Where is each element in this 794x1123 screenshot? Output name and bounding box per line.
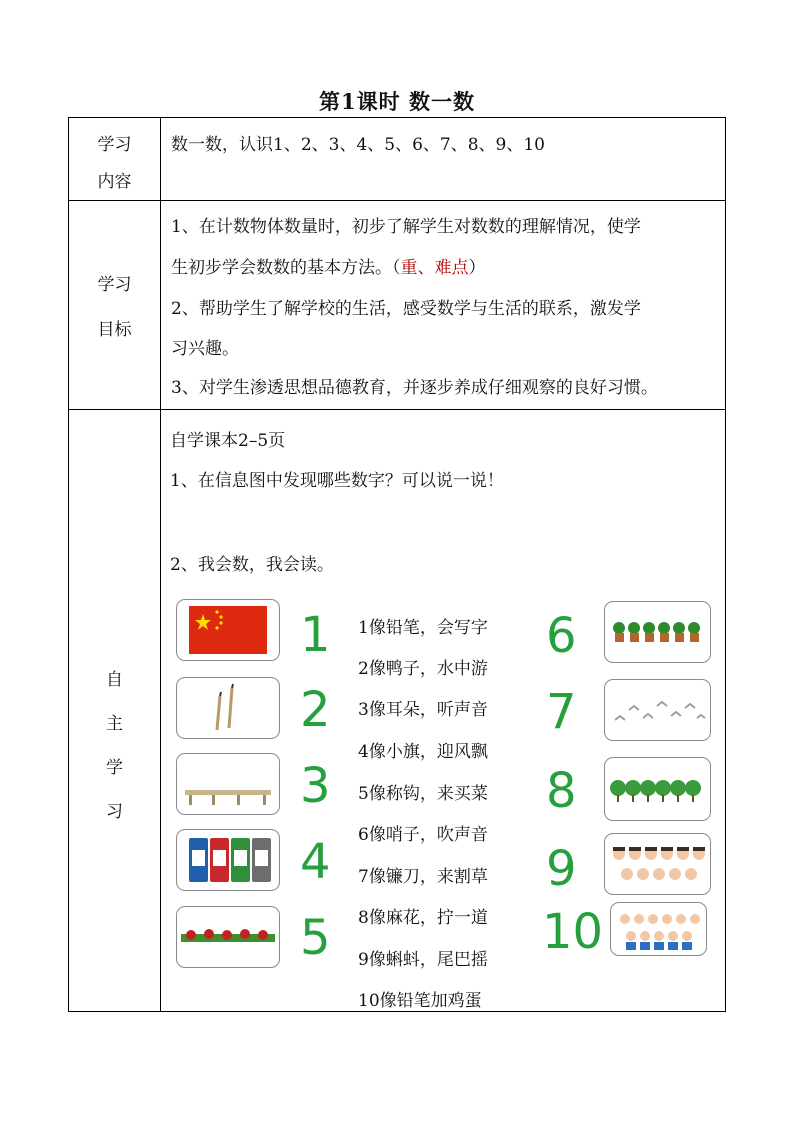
card-potted-plants [604, 601, 711, 663]
row-goals [69, 201, 726, 410]
card-pencils [176, 677, 280, 739]
trash-bins-icon [177, 830, 279, 890]
heading-self-study [69, 410, 161, 1012]
heading-goals-line-2: 目标 [97, 320, 132, 340]
goal-line-3: 2、帮助学生了解学校的生活，感受数学与生活的联系，激发学 [171, 299, 641, 319]
goal-line-2 [171, 253, 486, 278]
rhyme-10: 10像铅笔加鸡蛋 [358, 991, 482, 1011]
rhyme-5: 5像称钩，来买菜 [358, 784, 488, 804]
content-text: 数一数，认识1、2、3、4、5、6、7、8、9、10 [171, 135, 545, 155]
heading-goals-line-1: 学习 [97, 275, 132, 295]
question-1: 1、在信息图中发现哪些数字？可以说一说！ [170, 471, 504, 491]
digit-1: 1 [300, 607, 331, 663]
flag-icon [177, 600, 279, 660]
card-children [604, 833, 711, 895]
digit-7: 7 [546, 684, 577, 740]
flower-pots-icon [177, 907, 279, 967]
digit-4: 4 [300, 834, 331, 890]
card-birds [604, 679, 711, 741]
heading-self-study-2: 主 [106, 714, 123, 734]
heading-content-line-1: 学习 [97, 135, 132, 155]
card-desks [176, 753, 280, 815]
card-flag [176, 599, 280, 661]
self-study-intro: 自学课本2–5页 [170, 431, 286, 451]
heading-self-study-4: 习 [106, 802, 123, 822]
goal-line-5: 3、对学生渗透思想品德教育，并逐步养成仔细观察的良好习惯。 [171, 378, 658, 398]
goals-cell [161, 201, 726, 410]
heading-content [69, 118, 161, 201]
desks-icon [177, 754, 279, 814]
card-children-group [610, 902, 707, 956]
page-title: 第1课时 数一数 [319, 89, 475, 114]
digit-5: 5 [300, 910, 331, 966]
rhyme-7: 7像镰刀，来割草 [358, 867, 488, 887]
birds-icon [605, 680, 710, 740]
digit-3: 3 [300, 758, 331, 814]
children-group-icon [611, 903, 706, 955]
goal-line-4: 习兴趣。 [171, 339, 239, 359]
digit-6: 6 [546, 608, 577, 664]
rhyme-9: 9像蝌蚪，尾巴摇 [358, 950, 488, 970]
rhyme-4: 4像小旗，迎风飘 [358, 742, 488, 762]
children-icon [605, 834, 710, 894]
heading-content-line-2: 内容 [97, 172, 132, 192]
digit-10: 10 [542, 904, 604, 960]
digit-8: 8 [546, 763, 577, 819]
goal-line-2-text: 生初步学会数数的基本方法。（ [171, 258, 401, 278]
heading-goals [69, 201, 161, 410]
goal-line-2-close: ） [468, 258, 486, 278]
key-point-mark: 重、难点 [400, 258, 469, 278]
rhyme-1: 1像铅笔，会写字 [358, 618, 488, 638]
rhyme-2: 2像鸭子，水中游 [358, 659, 488, 679]
card-trash-bins [176, 829, 280, 891]
trees-icon [605, 758, 710, 820]
rhyme-3: 3像耳朵，听声音 [358, 700, 488, 720]
rhyme-6: 6像哨子，吹声音 [358, 825, 488, 845]
card-flower-pots [176, 906, 280, 968]
pencils-icon [177, 678, 279, 738]
heading-self-study-3: 学 [106, 758, 123, 778]
digit-2: 2 [300, 682, 331, 738]
row-content [69, 118, 726, 201]
digit-9: 9 [546, 841, 577, 897]
card-trees [604, 757, 711, 821]
content-cell [161, 118, 726, 201]
rhyme-8: 8像麻花，拧一道 [358, 908, 488, 928]
goal-line-1: 1、在计数物体数量时，初步了解学生对数数的理解情况，使学 [171, 217, 641, 237]
heading-self-study-1: 自 [106, 670, 123, 690]
question-2: 2、我会数，我会读。 [170, 555, 334, 575]
potted-plants-icon [605, 602, 710, 662]
